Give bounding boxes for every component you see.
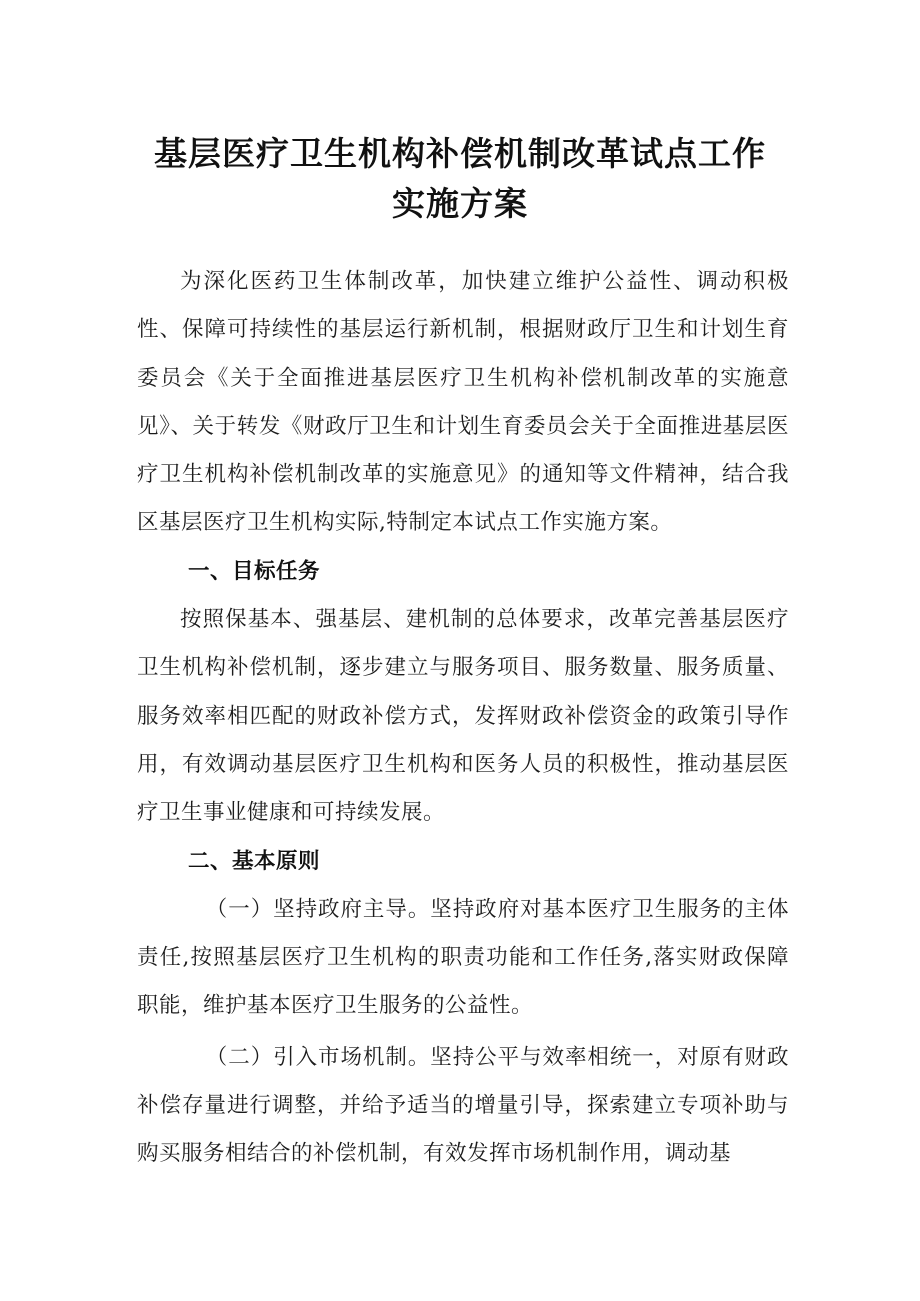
document-title-line-1: 基层医疗卫生机构补偿机制改革试点工作 (154, 134, 766, 173)
principle-paragraph-2: （二）引入市场机制。坚持公平与效率相统一，对原有财政补偿存量进行调整，并给予适当的增量引导，探索建立专项补助与购买服务相结合的补偿机制，有效发挥市场机制作用，调动基 (137, 1044, 789, 1167)
section-heading-goals: 一、目标任务 (188, 558, 321, 584)
document-body (137, 258, 789, 1179)
section-heading-principles: 二、基本原则 (188, 848, 321, 874)
principle-paragraph-1: （一）坚持政府主导。坚持政府对基本医疗卫生服务的主体责任,按照基层医疗卫生机构的职责功能和工作任务,落实财政保障职能，维护基本医疗卫生服务的公益性。 (137, 896, 789, 1019)
goals-paragraph: 按照保基本、强基层、建机制的总体要求，改革完善基层医疗卫生机构补偿机制，逐步建立与服务项目、服务数量、服务质量、服务效率相匹配的财政补偿方式，发挥财政补偿资金的政策引导作用，有效调动基层医疗卫生机构和医务人员的积极性，推动基层医疗卫生事业健康和可持续发展。 (137, 607, 789, 826)
document-title-line-2: 实施方案 (392, 184, 528, 223)
intro-paragraph: 为深化医药卫生体制改革，加快建立维护公益性、调动积极性、保障可持续性的基层运行新机制，根据财政厅卫生和计划生育委员会《关于全面推进基层医疗卫生机构补偿机制改革的实施意见》、关于转发《财政厅卫生和计划生育委员会关于全面推进基层医疗卫生机构补偿机制改革的实施意见》的通知等文件精神，结合我区基层医疗卫生机构实际,特制定本试点工作实施方案。 (137, 269, 789, 536)
